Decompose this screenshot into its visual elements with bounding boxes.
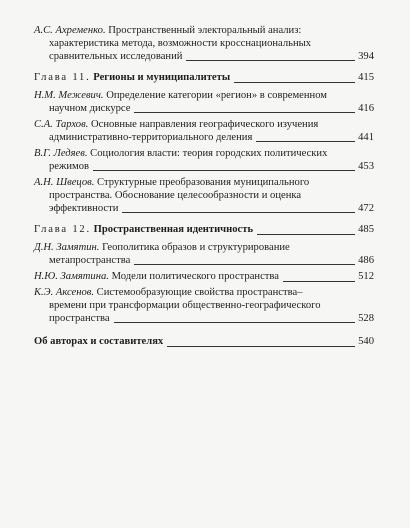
entry-author: В.Г. Ледяев. [34,148,88,159]
entry-title: Структурные преобразования муниципального пространства. Обоснование целесообразности и оценка эффективности [49,177,310,214]
entry-page-number: 453 [358,161,374,172]
leader-line [114,322,356,323]
entry-page-number: 472 [358,203,374,214]
entry-page-number: 416 [358,103,374,114]
entry-title: Геополитика образов и структурирование метапространства [49,242,290,266]
about-authors-heading [34,335,374,348]
leader-line [167,346,355,347]
toc-entry-text [34,24,374,63]
toc-entry [34,241,374,267]
chapter-label: Глава 11. [34,72,91,83]
entry-page-number: 394 [358,51,374,62]
leader-line [134,264,355,265]
chapter-page-number: 415 [358,72,374,83]
entry-author: А.Н. Швецов. [34,177,95,188]
entry-author: А.С. Ахременко. [34,25,106,36]
leader-line [257,234,355,235]
entry-author: Н.Ю. Замятина. [34,271,109,282]
entry-title: Системообразующие свойства пространства–времени при трансформации общественно-географического пространства [49,287,321,324]
chapter-title: Пространственная идентичность [93,224,254,235]
toc-entry-text [34,286,374,325]
leader-line [122,212,355,213]
toc-entry [34,176,374,215]
toc-entry [34,270,374,283]
entry-page-number: 486 [358,255,374,266]
entry-author: К.Э. Аксенов. [34,287,95,298]
chapter-heading [34,71,374,84]
chapter-page-number: 485 [358,224,374,235]
toc-entry [34,118,374,144]
entry-title: Пространственный электоральный анализ: характеристика метода, возможности кросснациональных сравнительных исследований [49,25,312,62]
leader-line [186,60,355,61]
chapter-title: Регионы и муниципалитеты [93,72,231,83]
entry-page-number: 441 [358,132,374,143]
about-authors-title: Об авторах и составителях [34,336,164,347]
entry-title: Определение категории «регион» в современном научном дискурсе [49,90,327,114]
entry-title: Модели политического пространства [111,271,279,282]
entry-author: С.А. Тархов. [34,119,89,130]
leader-line [256,141,355,142]
toc-entry [34,89,374,115]
entry-title: Социология власти: теория городских политических режимов [49,148,328,172]
leader-line [134,112,355,113]
leader-line [93,170,355,171]
leader-line [234,82,355,83]
entry-author: Д.Н. Замятин. [34,242,100,253]
entry-author: Н.М. Межевич. [34,90,104,101]
entry-page-number: 512 [358,271,374,282]
toc-entry [34,147,374,173]
toc-entry-text [34,176,374,215]
chapter-label: Глава 12. [34,224,91,235]
entry-page-number: 528 [358,313,374,324]
about-authors-page-number: 540 [358,336,374,347]
toc-entry [34,286,374,325]
entry-title: Основные направления географического изучения административно-территориального деления [49,119,319,143]
table-of-contents [34,24,374,348]
chapter-heading [34,223,374,236]
toc-entry [34,24,374,63]
leader-line [283,281,355,282]
